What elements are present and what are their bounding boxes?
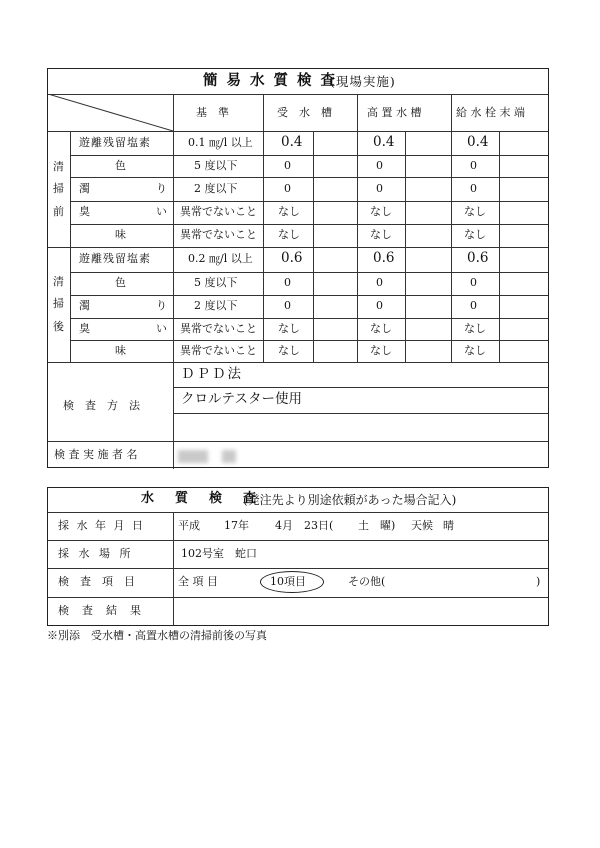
elevated-value: なし (370, 322, 392, 335)
elevated-value: 0.6 (373, 250, 395, 266)
item-turbidity-a: 濁 (79, 182, 90, 195)
sampling-date-label: 採 水 年 月 日 (58, 519, 145, 532)
faucet-value: 0 (470, 276, 477, 289)
items-all: 全 項 目 (178, 575, 218, 588)
item-turbidity-a: 濁 (79, 299, 90, 312)
standard-value: 2 度以下 (194, 299, 238, 312)
faucet-value: 0 (470, 299, 477, 312)
standard-value: 5 度以下 (194, 159, 238, 172)
receiving-value: 0.6 (281, 250, 303, 266)
receiving-value: 0.4 (281, 134, 303, 150)
elevated-value: 0 (376, 159, 383, 172)
item-color: 色 (115, 159, 126, 172)
receiving-value: なし (278, 228, 300, 241)
elevated-value: 0 (376, 299, 383, 312)
faucet-value: 0 (470, 182, 477, 195)
item-taste: 味 (115, 344, 126, 357)
item-taste: 味 (115, 228, 126, 241)
header-elevated-tank: 高 置 水 槽 (367, 106, 422, 119)
faucet-value: なし (464, 205, 486, 218)
sampling-weekday: 土 曜) (358, 519, 396, 532)
inspector-name-redacted (222, 450, 236, 463)
weather-value: 晴 (443, 519, 454, 532)
standard-value: 5 度以下 (194, 276, 238, 289)
method-label: 検 査 方 法 (63, 399, 140, 412)
header-receiving-tank: 受 水 槽 (277, 106, 332, 119)
elevated-value: 0 (376, 182, 383, 195)
sampling-place: 102号室 蛇口 (181, 547, 257, 560)
items-other-open: その他( (348, 575, 386, 588)
inspection-title-note: (現場実施) (330, 74, 396, 89)
header-standard: 基 準 (196, 106, 229, 119)
receiving-value: なし (278, 205, 300, 218)
sampling-place-label: 採 水 場 所 (58, 547, 134, 560)
sampling-era: 平成 (178, 519, 200, 532)
weather-label: 天候 (411, 519, 433, 532)
item-chlorine: 遊離残留塩素 (79, 136, 151, 149)
elevated-value: なし (370, 228, 392, 241)
elevated-value: 0 (376, 276, 383, 289)
receiving-value: 0 (284, 276, 291, 289)
elevated-value: なし (370, 344, 392, 357)
sampling-year: 17年 (224, 519, 249, 532)
faucet-value: なし (464, 322, 486, 335)
group-after-char: 掃 (53, 297, 64, 310)
receiving-value: 0 (284, 159, 291, 172)
standard-value: 0.1 ㎎/l 以上 (188, 136, 253, 149)
standard-value: 異常でないこと (180, 228, 257, 241)
inspection-title: 簡易水質検査 (203, 72, 344, 89)
item-chlorine: 遊離残留塩素 (79, 252, 151, 265)
method-line: ＤＰＤ法 (181, 366, 243, 382)
standard-value: 異常でないこと (180, 344, 257, 357)
faucet-value: 0.4 (467, 134, 489, 150)
footnote: ※別添 受水槽・高置水槽の清掃前後の写真 (47, 629, 267, 642)
faucet-value: 0 (470, 159, 477, 172)
elevated-value: なし (370, 205, 392, 218)
elevated-value: 0.4 (373, 134, 395, 150)
standard-value: 2 度以下 (194, 182, 238, 195)
sampling-month-day: 4月 23日( (275, 519, 334, 532)
receiving-value: 0 (284, 182, 291, 195)
quality-title-note: (発注先より別途依頼があった場合記入) (243, 493, 457, 507)
item-odor-a: 臭 (79, 322, 90, 335)
faucet-value: なし (464, 228, 486, 241)
item-odor-a: 臭 (79, 205, 90, 218)
group-before-char: 前 (53, 205, 64, 218)
group-after-char: 清 (53, 275, 64, 288)
simple-inspection-table (47, 68, 549, 468)
items-other-close: ) (536, 575, 541, 588)
item-turbidity-b: り (156, 182, 167, 195)
receiving-value: なし (278, 322, 300, 335)
items-label: 検 査 項 目 (58, 575, 135, 588)
group-after-char: 後 (53, 320, 64, 333)
standard-value: 0.2 ㎎/l 以上 (188, 252, 253, 265)
item-odor-b: い (156, 205, 167, 218)
faucet-value: なし (464, 344, 486, 357)
receiving-value: 0 (284, 299, 291, 312)
items-ten: 10項目 (270, 575, 306, 588)
inspector-label: 検 査 実 施 者 名 (54, 448, 138, 461)
standard-value: 異常でないこと (180, 322, 257, 335)
group-before-char: 掃 (53, 182, 64, 195)
header-diagonal (48, 94, 174, 132)
group-before-char: 清 (53, 160, 64, 173)
method-line: クロルテスター使用 (181, 391, 302, 407)
quality-title: 水 質 検 査 (141, 491, 261, 506)
receiving-value: なし (278, 344, 300, 357)
standard-value: 異常でないこと (180, 205, 257, 218)
item-turbidity-b: り (156, 299, 167, 312)
inspector-name-redacted (178, 450, 208, 463)
water-quality-table (47, 487, 549, 626)
faucet-value: 0.6 (467, 250, 489, 266)
header-faucet-end: 給 水 栓 末 端 (456, 106, 525, 119)
item-odor-b: い (156, 322, 167, 335)
item-color: 色 (115, 276, 126, 289)
result-label: 検 査 結 果 (58, 604, 142, 617)
